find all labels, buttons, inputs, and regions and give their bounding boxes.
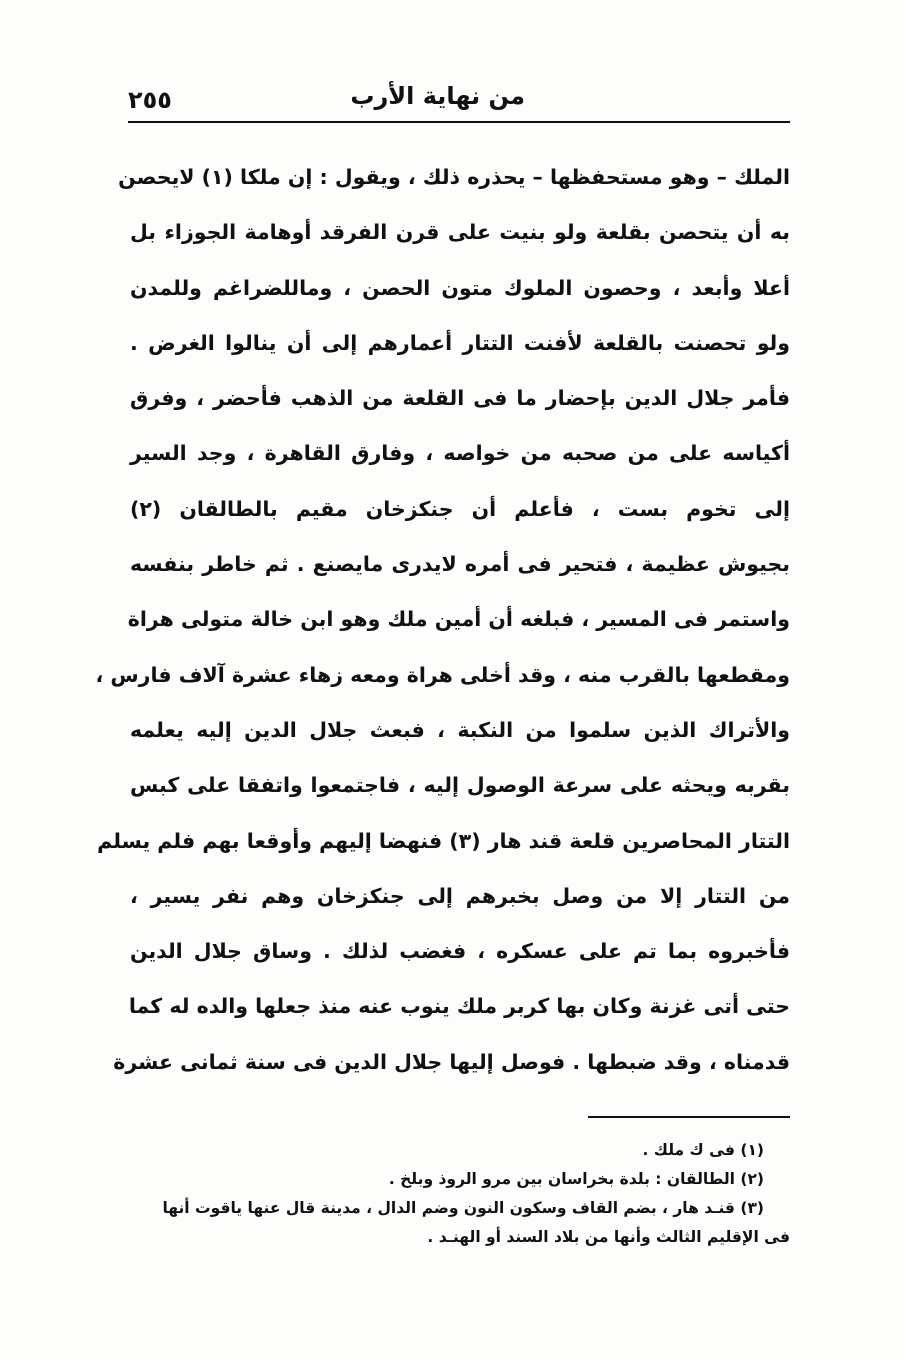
page-header (128, 80, 790, 116)
text-line: واستمر فى المسير ، فبلغه أن أمين ملك وهو ابن خالة متولى هراة (127, 607, 790, 632)
text-line: أكياسه على من صحبه من خواصه ، وفارق القاهرة ، وجد السير (130, 441, 790, 466)
running-title: من نهاية الأرب (350, 82, 525, 110)
footnote-1: (١) فى ك ملك . (642, 1141, 764, 1159)
text-line: ومقطعها بالقرب منه ، وقد أخلى هراة ومعه زهاء عشرة آلاف فارس ، (95, 662, 790, 687)
text-line: فأمر جلال الدين بإحضار ما فى القلعة من الذهب فأحضر ، وفرق (130, 386, 790, 411)
footnote-3: (٣) قنـد هار ، بضم القاف وسكون النون وضم الدال ، مدينة قال عنها ياقوت أنها (162, 1199, 764, 1217)
text-line: الملك – وهو مستحفظها – يحذره ذلك ، ويقول : إن ملكا (١) لايحصن (118, 165, 790, 189)
text-line: فأخبروه بما تم على عسكره ، فغضب لذلك . وساق جلال الدين (130, 939, 790, 964)
text-line: به أن يتحصن بقلعة ولو بنيت على قرن الفرقد أوهامة الجوزاء بل (130, 220, 790, 245)
text-line: إلى تخوم بست ، فأعلم أن جنكزخان مقيم بالطالقان (٢) (130, 496, 790, 521)
text-line: أعلا وأبعد ، وحصون الملوك متون الحصن ، وماللضراغم وللمدن (130, 275, 790, 300)
text-line: من التتار إلا من وصل بخبرهم إلى جنكزخان وهم نفر يسير ، (130, 883, 790, 908)
page-number: ٢٥٥ (128, 86, 172, 114)
footnote-2: (٢) الطالقان : بلدة بخراسان بين مرو الروذ وبلخ . (388, 1170, 764, 1188)
text-line: التتار المحاصرين قلعة قند هار (٣) فنهضا إليهم وأوقعا بهم فلم يسلم (97, 828, 790, 853)
footnotes (130, 1136, 790, 1252)
text-line: قدمناه ، وقد ضبطها . فوصل إليها جلال الدين فى سنة ثمانى عشرة (113, 1049, 790, 1074)
body-text (95, 150, 790, 1090)
footnote-rule (588, 1116, 790, 1118)
footnote-3-continuation: فى الإقليم الثالث وأنها من بلاد السند أو الهنـد . (427, 1228, 790, 1246)
text-line: بجيوش عظيمة ، فتحير فى أمره لايدرى مايصنع . ثم خاطر بنفسه (130, 552, 790, 577)
text-line: حتى أتى غزنة وكان بها كربر ملك ينوب عنه منذ جعلها والده له كما (128, 994, 790, 1019)
text-line: بقربه ويحثه على سرعة الوصول إليه ، فاجتمعوا واتفقا على كبس (130, 773, 790, 798)
text-line: والأتراك الذين سلموا من النكبة ، فبعث جلال الدين إليه يعلمه (130, 717, 790, 742)
text-line: ولو تحصنت بالقلعة لأفنت التتار أعمارهم إلى أن ينالوا الغرض . (130, 330, 790, 355)
header-rule (128, 121, 790, 123)
